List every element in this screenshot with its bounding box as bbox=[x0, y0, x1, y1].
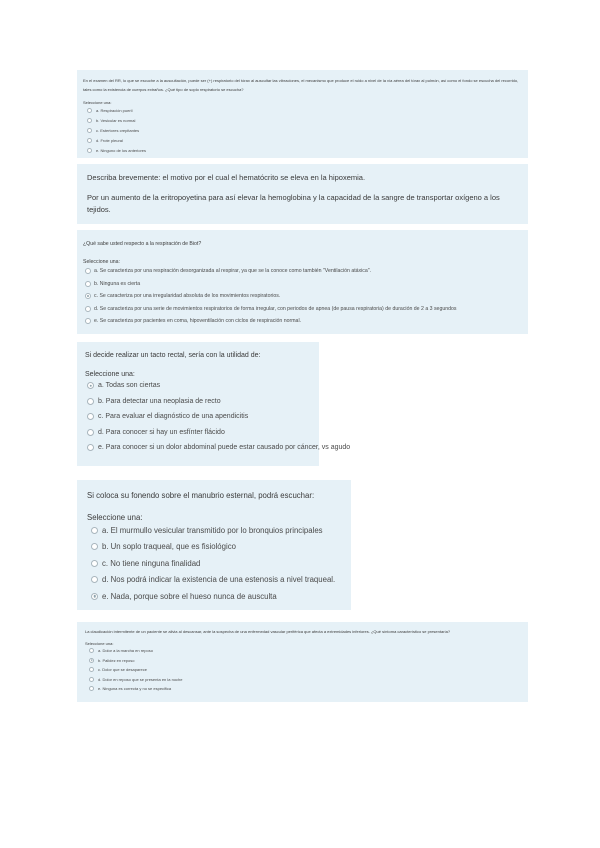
question-card-4 bbox=[77, 342, 351, 466]
radio-icon[interactable] bbox=[85, 318, 91, 324]
answer-option[interactable] bbox=[91, 588, 343, 605]
option-label: e. Nada, porque sobre el hueso nunca de ausculta bbox=[102, 591, 277, 601]
radio-icon[interactable] bbox=[91, 527, 98, 534]
question-card-1 bbox=[77, 70, 528, 158]
question-card-5 bbox=[77, 480, 351, 610]
option-label: b. Un soplo traqueal, que es fisiológico bbox=[102, 542, 236, 552]
select-label: Seleccione una: bbox=[83, 259, 120, 265]
option-label: a. Respiración pueril bbox=[96, 107, 133, 113]
radio-icon[interactable] bbox=[91, 576, 98, 583]
answer-option[interactable] bbox=[89, 665, 522, 675]
radio-icon[interactable] bbox=[87, 398, 94, 405]
answer-option[interactable] bbox=[87, 425, 311, 441]
option-label: b. Ninguna es cierta bbox=[94, 280, 141, 287]
radio-icon[interactable] bbox=[87, 429, 94, 436]
question-text: Si coloca su fonendo sobre el manubrio esternal, podrá escuchar: bbox=[87, 491, 315, 500]
answer-option[interactable] bbox=[91, 555, 343, 572]
option-label: d. Frote pleural bbox=[96, 137, 123, 143]
answer-option[interactable] bbox=[87, 125, 522, 135]
select-label: Seleccione una: bbox=[83, 100, 112, 105]
answer-option[interactable] bbox=[89, 656, 522, 666]
answer-option[interactable] bbox=[91, 539, 343, 556]
answer-option[interactable] bbox=[89, 675, 522, 685]
question-text: En el examen del RR, lo que se escuche a la auscultación, puede ser (+) respiratorio del tórax al auscultar las vibraciones, el mecanismo que produce el ruido a nivel de la vía aérea del tórax al pulmón, así como el fondo se escucha del recorrido, tales como la existencia de cuerpos extraños. ¿Qué tipo de soplo respiratorio se escucha? bbox=[83, 78, 519, 92]
radio-icon[interactable] bbox=[91, 543, 98, 550]
option-label: b. Vesicular es normal bbox=[96, 117, 136, 123]
option-label: e. Ninguna es correcta y no se especifica bbox=[98, 686, 172, 692]
question-text: La claudicación intermitente de un paciente se alivia al descansar, ante la sospecha de una enfermedad vascular periférica que afecta a extremidades inferiores. ¿Qué síntoma característico se presentaría? bbox=[85, 629, 451, 634]
option-label: a. Se caracteriza por una respiración desorganizada al respirar, ya que se la conoce como también "Ventilación atáxica". bbox=[94, 268, 372, 275]
answer-option[interactable] bbox=[87, 409, 311, 425]
answer-option[interactable] bbox=[87, 145, 522, 155]
radio-checked-icon[interactable] bbox=[85, 293, 91, 299]
radio-checked-icon[interactable] bbox=[89, 658, 94, 663]
radio-icon[interactable] bbox=[85, 306, 91, 312]
radio-checked-icon[interactable] bbox=[87, 382, 94, 389]
answer-option[interactable] bbox=[87, 378, 311, 394]
answer-option[interactable] bbox=[87, 394, 311, 410]
answer-option[interactable] bbox=[91, 522, 343, 539]
answer-option[interactable] bbox=[89, 684, 522, 694]
option-label: d. Dolor en reposo que se presenta en la noche bbox=[98, 676, 183, 682]
question-card-6 bbox=[77, 622, 528, 702]
option-label: c. Dolor que se desaparece bbox=[98, 667, 147, 673]
radio-icon[interactable] bbox=[87, 413, 94, 420]
question-text: Describa brevemente: el motivo por el cual el hematócrito se eleva en la hipoxemia. bbox=[87, 173, 366, 182]
radio-icon[interactable] bbox=[87, 118, 92, 123]
radio-icon[interactable] bbox=[87, 108, 92, 113]
answer-option[interactable] bbox=[87, 115, 522, 125]
answer-option[interactable] bbox=[91, 572, 343, 589]
question-card-2 bbox=[77, 164, 528, 224]
option-label: c. Para evaluar el diagnóstico de una apendicitis bbox=[98, 413, 249, 421]
radio-icon[interactable] bbox=[87, 148, 92, 153]
select-label: Seleccione una: bbox=[85, 371, 135, 378]
radio-checked-icon[interactable] bbox=[91, 593, 98, 600]
option-label: b. Palidez en reposo bbox=[98, 657, 135, 663]
option-label: b. Para detectar una neoplasia de recto bbox=[98, 397, 221, 405]
answer-option[interactable] bbox=[85, 278, 522, 291]
question-text: ¿Qué sabe usted respecto a la respiración de Biot? bbox=[83, 241, 202, 247]
option-label: e. Se caracteriza por pacientes en coma, hipoventilación con ciclos de respiración normal. bbox=[94, 318, 302, 325]
answer-option[interactable] bbox=[85, 290, 522, 303]
select-label: Seleccione una: bbox=[87, 513, 143, 522]
option-label: c. No tiene ninguna finalidad bbox=[102, 558, 201, 568]
radio-icon[interactable] bbox=[85, 268, 91, 274]
option-label: d. Se caracteriza por una serie de movimientos respiratorios de forma irregular, con periodos de apnea (de pausa respiratoria) de duración de 2 a 3 segundos bbox=[94, 305, 457, 312]
option-label: a. El murmullo vesicular transmitido por lo bronquios principales bbox=[102, 525, 323, 535]
radio-icon[interactable] bbox=[85, 281, 91, 287]
option-label: c. Se caracteriza por una irregularidad absoluta de los movimientos respiratorios. bbox=[94, 293, 281, 300]
option-label: a. Dolor a la marcha en reposo bbox=[98, 648, 153, 654]
option-label: c. Estertores crepitantes bbox=[96, 127, 140, 133]
option-label: e. Ninguno de los anteriores bbox=[96, 147, 147, 153]
radio-icon[interactable] bbox=[87, 128, 92, 133]
radio-icon[interactable] bbox=[89, 686, 94, 691]
radio-icon[interactable] bbox=[87, 444, 94, 451]
answer-option[interactable] bbox=[85, 303, 522, 316]
radio-icon[interactable] bbox=[87, 138, 92, 143]
radio-icon[interactable] bbox=[89, 667, 94, 672]
radio-icon[interactable] bbox=[89, 677, 94, 682]
option-label: a. Todas son ciertas bbox=[98, 382, 161, 390]
answer-option[interactable] bbox=[87, 105, 522, 115]
radio-icon[interactable] bbox=[91, 560, 98, 567]
option-label: d. Para conocer si hay un esfínter flácido bbox=[98, 428, 225, 436]
option-label: d. Nos podrá indicar la existencia de una estenosis a nivel traqueal. bbox=[102, 575, 336, 585]
option-label: e. Para conocer si un dolor abdominal puede estar causado por cáncer, vs agudo bbox=[98, 444, 351, 452]
answer-option[interactable] bbox=[85, 265, 522, 278]
question-card-3 bbox=[77, 230, 528, 334]
answer-option[interactable] bbox=[87, 440, 351, 456]
question-text: Si decide realizar un tacto rectal, sería con la utilidad de: bbox=[85, 352, 261, 359]
select-label: Seleccione una: bbox=[85, 641, 114, 646]
answer-option[interactable] bbox=[85, 315, 522, 328]
answer-text[interactable]: Por un aumento de la eritropoyetina para así elevar la hemoglobina y la capacidad de la sangre de transportar oxígeno a los tejidos. bbox=[87, 193, 500, 214]
radio-icon[interactable] bbox=[89, 648, 94, 653]
answer-option[interactable] bbox=[89, 646, 522, 656]
answer-option[interactable] bbox=[87, 135, 522, 145]
